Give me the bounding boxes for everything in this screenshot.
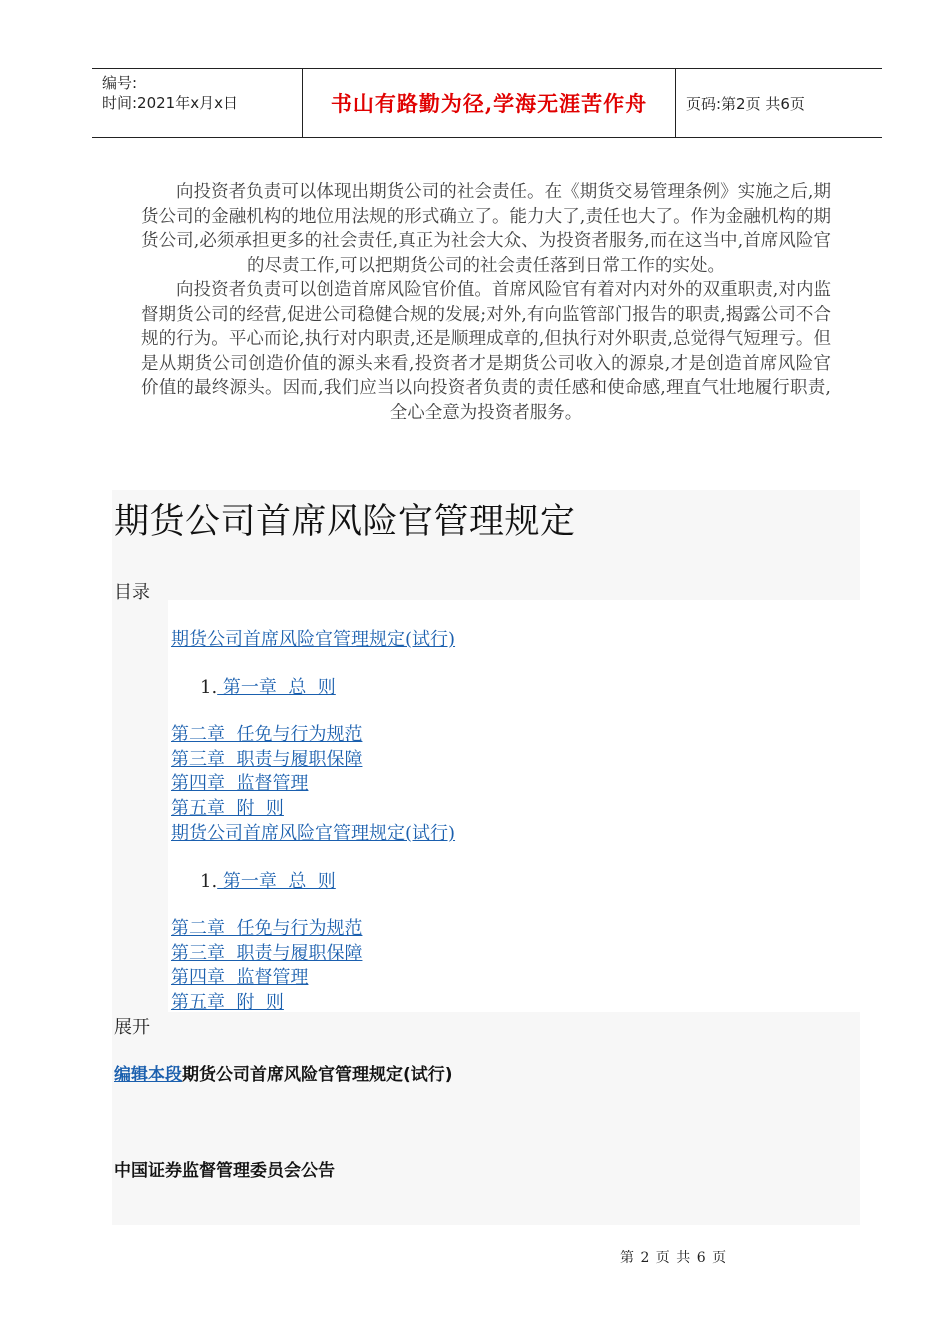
article-title: 期货公司首席风险官管理规定 — [114, 502, 576, 542]
toc-label: 目录 — [114, 582, 150, 603]
intro-paragraph-1: 向投资者负责可以体现出期货公司的社会责任。在《期货交易管理条例》实施之后,期货公司的金融机构的地位用法规的形式确立了。能力大了,责任也大了。作为金融机构的期货公司,必须承担更多的社会责任,真正为社会大众、为投资者服务,而在这当中,首席风险官的尽责工作,可以把期货公司的社会责任落到日常工作的实处。 — [141, 182, 831, 276]
header-page-label: 页码:第2页 共6页 — [686, 94, 805, 113]
toc-item-chapter-1 — [200, 673, 336, 699]
toc-link-chapter-5[interactable]: 第五章 附 则 — [171, 798, 284, 819]
section-title: 期货公司首席风险官管理规定(试行) — [182, 1065, 453, 1085]
page-header — [92, 68, 882, 138]
toc-link-chapter-1[interactable]: 第一章 总 则 — [217, 677, 336, 698]
toc-link-chapter-4[interactable]: 第四章 监督管理 — [171, 773, 309, 794]
toc-link-main-1[interactable]: 期货公司首席风险官管理规定(试行) — [171, 629, 456, 650]
toc-link-chapter-2[interactable]: 第二章 任免与行为规范 — [171, 724, 363, 745]
intro-paragraph-2: 向投资者负责可以创造首席风险官价值。首席风险官有着对内对外的双重职责,对内监督期货公司的经营,促进公司稳健合规的发展;对外,有向监管部门报告的职责,揭露公司不合规的行为。平心而论,执行对内职责,还是顺理成章的,但执行对外职责,总觉得气短理亏。但是从期货公司创造价值的源头来看,投资者才是期货公司收入的源泉,才是创造首席风险官价值的最终源头。因而,我们应当以向投资者负责的责任感和使命感,理直气壮地履行职责,全心全意为投资者服务。 — [141, 280, 831, 423]
section-heading — [114, 1060, 453, 1085]
edit-section-link[interactable]: 编辑本段 — [114, 1065, 182, 1085]
toc-link-chapter-2-b[interactable]: 第二章 任免与行为规范 — [171, 918, 363, 939]
toc-item-chapter-1-b — [200, 867, 336, 893]
toc-link-main-2[interactable]: 期货公司首席风险官管理规定(试行) — [171, 823, 456, 844]
toc-link-chapter-1-b[interactable]: 第一章 总 则 — [217, 871, 336, 892]
expand-toggle[interactable]: 展开 — [114, 1017, 150, 1038]
announcement-heading: 中国证券监督管理委员会公告 — [114, 1161, 335, 1181]
serial-label: 编号: — [102, 74, 138, 92]
intro-text — [141, 180, 831, 425]
header-motto: 书山有路勤为径,学海无涯苦作舟 — [303, 69, 676, 137]
toc-link-chapter-5-b[interactable]: 第五章 附 则 — [171, 992, 284, 1013]
header-meta — [92, 69, 303, 137]
toc-number: 1. — [200, 871, 218, 892]
toc-link-chapter-3[interactable]: 第三章 职责与履职保障 — [171, 749, 363, 770]
toc-number: 1. — [200, 677, 218, 698]
toc-link-chapter-4-b[interactable]: 第四章 监督管理 — [171, 967, 309, 988]
time-label: 时间:2021年x月x日 — [102, 94, 238, 112]
page-footer: 第 2 页 共 6 页 — [620, 1250, 728, 1266]
toc-link-chapter-3-b[interactable]: 第三章 职责与履职保障 — [171, 943, 363, 964]
